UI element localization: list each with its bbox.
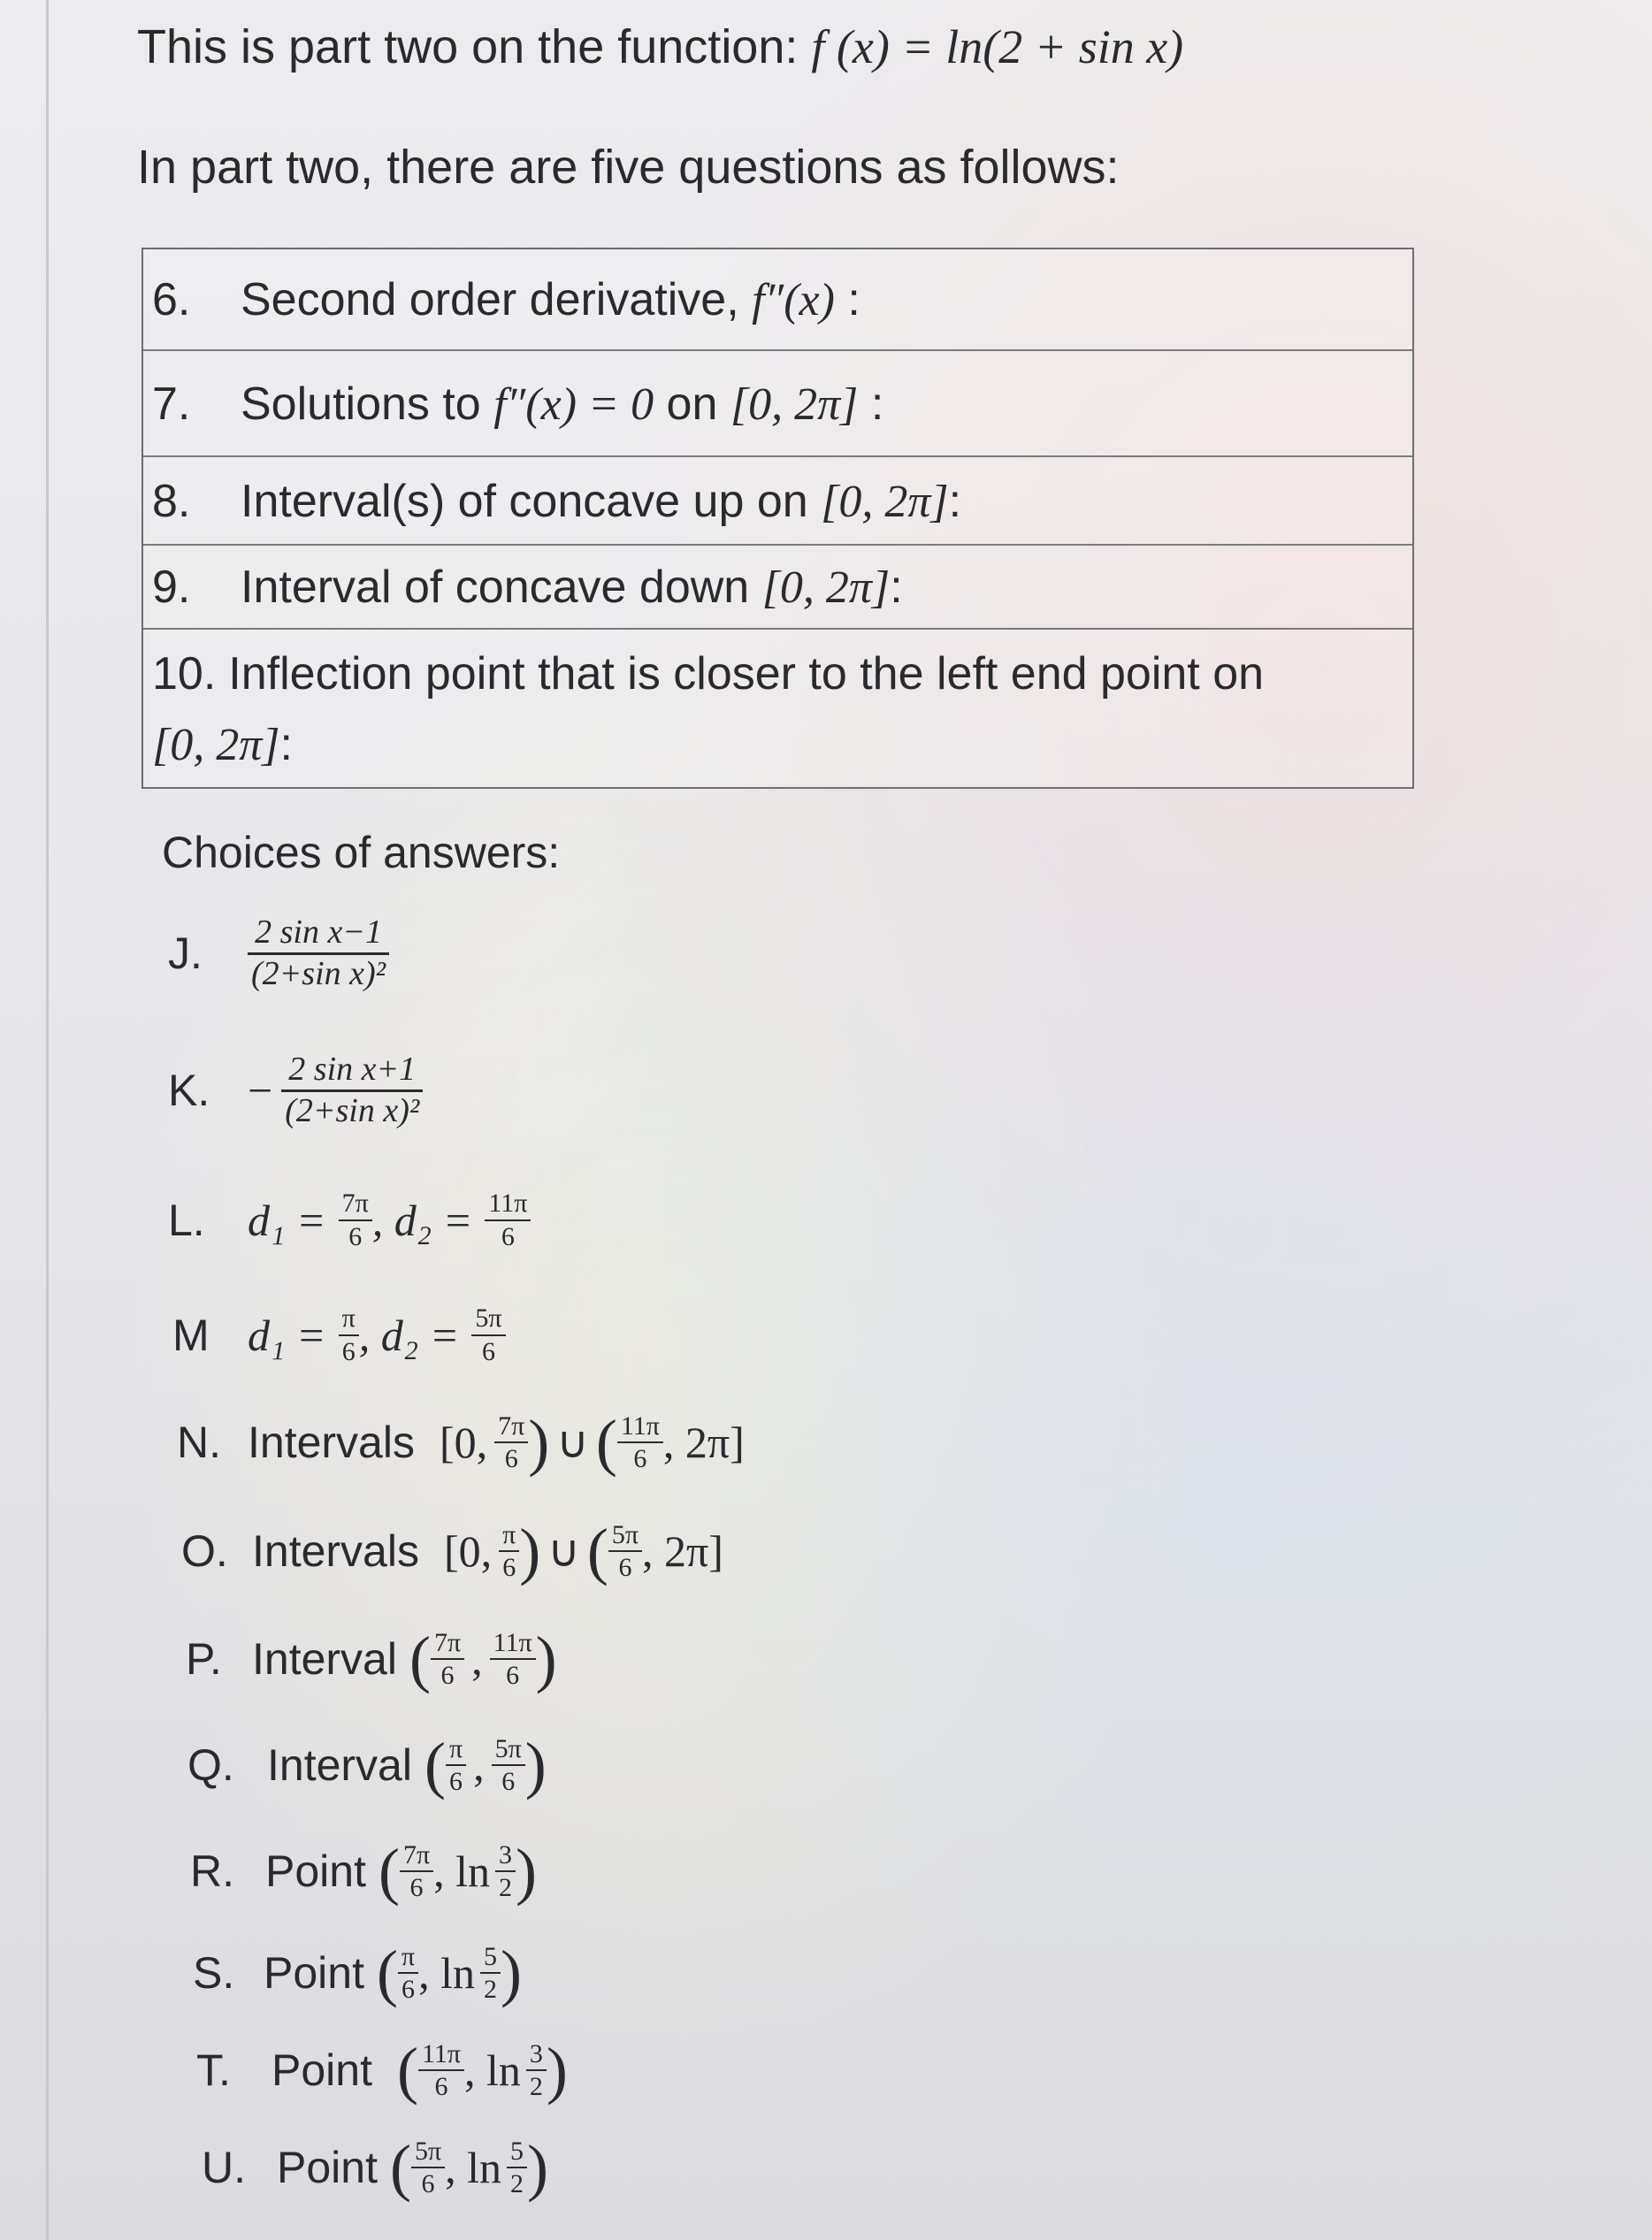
fraction-denominator: 2 [510, 2169, 524, 2198]
d2-label: , d₂ = [371, 1195, 473, 1245]
interval-open-paren: ( [595, 1407, 617, 1478]
choice-p [186, 1624, 557, 1694]
fraction-denominator: 2 [499, 1873, 513, 1902]
point-open-paren: ( [389, 2132, 411, 2203]
choice-word: Intervals [252, 1526, 419, 1576]
fraction-numerator: 7π [339, 1189, 372, 1221]
choice-fraction [248, 915, 389, 992]
choice-l [168, 1189, 531, 1250]
fraction-numerator: 11π [485, 1189, 531, 1221]
interval-close-paren: ) [528, 1407, 550, 1478]
fraction [499, 1521, 519, 1582]
question-text: Second order derivative, [241, 274, 753, 325]
fraction-numerator: 7π [431, 1629, 464, 1661]
d2-label: , d₂ = [358, 1310, 460, 1360]
choice-word: Interval [267, 1740, 412, 1790]
interval-open: [0, [439, 1418, 488, 1467]
question-text: Interval(s) of concave up on [241, 476, 822, 527]
question-row-6 [143, 249, 1412, 351]
fraction-numerator: 3 [526, 2040, 547, 2072]
fraction-numerator: 11π [617, 1412, 663, 1444]
fraction-denominator: 6 [449, 1767, 463, 1796]
fraction-denominator: 6 [434, 2072, 448, 2101]
fraction-numerator: 5π [471, 1304, 505, 1336]
ln-label: , ln [418, 1948, 476, 1998]
comma: , [471, 1634, 483, 1684]
fraction-numerator: 3 [495, 1841, 516, 1873]
choice-s [193, 1938, 522, 2008]
fraction-numerator: 11π [418, 2040, 464, 2072]
fraction-denominator: 6 [341, 1336, 356, 1366]
question-row-9 [143, 546, 1412, 630]
question-number: 6. [152, 274, 191, 325]
fraction-denominator: 6 [618, 1553, 632, 1582]
question-text: Solutions to [241, 378, 494, 430]
fraction-denominator: 6 [502, 1553, 516, 1582]
fraction [418, 2040, 464, 2101]
fraction [507, 2137, 527, 2198]
questions-table [141, 248, 1414, 789]
fraction-denominator: 6 [504, 1444, 518, 1473]
interval-open-paren: ( [409, 1624, 431, 1694]
choice-word: Point [277, 2143, 378, 2192]
fraction-denominator: (2+sin x)² [285, 1091, 420, 1129]
fraction [492, 1735, 525, 1796]
choice-letter: Q. [187, 1740, 234, 1790]
comma: , [473, 1740, 485, 1790]
intro-line-function [137, 19, 1183, 74]
fraction [411, 2137, 445, 2198]
interval-open-paren: ( [424, 1730, 446, 1800]
choice-letter: K. [168, 1066, 210, 1116]
question-suffix: : [948, 476, 962, 527]
question-suffix: : [890, 562, 903, 613]
point-open-paren: ( [378, 1836, 400, 1907]
question-text: Interval of concave down [241, 562, 762, 613]
interval-end: , 2π] [642, 1526, 723, 1576]
choice-letter: U. [202, 2143, 246, 2192]
question-text: Inflection point that is closer to the left end point on [228, 648, 1265, 700]
question-number: 7. [152, 378, 191, 430]
d1-label: d₁ = [248, 1310, 326, 1360]
intro-line-questions: In part two, there are five questions as follows: [137, 141, 1120, 194]
choice-letter: J. [168, 929, 203, 979]
question-math: f″(x) [752, 275, 835, 325]
choice-k [168, 1052, 423, 1129]
interval-open: [0, [443, 1526, 493, 1576]
choice-j [168, 915, 389, 992]
question-number: 10. [152, 648, 217, 700]
choice-m [172, 1304, 506, 1365]
fraction-numerator: π [398, 1943, 418, 1975]
choice-letter: T. [196, 2045, 231, 2095]
fraction [608, 1521, 642, 1582]
choice-letter: L. [168, 1195, 205, 1245]
choice-fraction [281, 1052, 423, 1129]
fraction-numerator: 5 [507, 2137, 527, 2169]
fraction [339, 1304, 359, 1365]
choice-n [177, 1407, 745, 1478]
fraction-numerator: 2 sin x−1 [248, 915, 389, 955]
fraction [617, 1412, 663, 1473]
fraction-denominator: 6 [348, 1221, 363, 1251]
fraction-numerator: 7π [400, 1841, 433, 1873]
question-number: 9. [152, 562, 191, 613]
fraction-numerator: π [339, 1304, 359, 1336]
fraction [494, 1412, 528, 1473]
fraction-denominator: 6 [409, 1873, 424, 1902]
choice-word: Point [264, 1948, 364, 1998]
fraction-numerator: 11π [490, 1629, 536, 1661]
fraction-numerator: 5π [608, 1521, 642, 1553]
fraction [526, 2040, 547, 2101]
fraction [446, 1735, 466, 1796]
fraction [495, 1841, 516, 1902]
fraction-denominator: 2 [484, 1975, 498, 2004]
fraction-denominator: 6 [481, 1336, 495, 1366]
choice-o [181, 1516, 723, 1586]
fraction [431, 1629, 464, 1690]
choice-word: Intervals [248, 1418, 415, 1467]
interval-close-paren: ) [524, 1730, 547, 1800]
choice-word: Interval [252, 1634, 397, 1684]
question-row-8 [143, 457, 1412, 546]
choice-letter: M [172, 1310, 210, 1360]
fraction-numerator: π [446, 1735, 466, 1767]
question-interval: [0, 2π] [821, 477, 949, 527]
fraction [485, 1189, 531, 1250]
union-symbol: ∪ [556, 1418, 589, 1467]
d1-label: d₁ = [248, 1195, 326, 1245]
intro-text: This is part two on the function: [137, 20, 812, 73]
fraction-denominator: 6 [501, 1221, 515, 1251]
fraction-denominator: 6 [506, 1661, 520, 1690]
point-close-paren: ) [501, 1938, 522, 2008]
ln-label: , ln [445, 2143, 502, 2192]
fraction [400, 1841, 433, 1902]
fraction-denominator: 6 [633, 1444, 647, 1473]
choice-letter: N. [177, 1418, 221, 1467]
choice-t [196, 2035, 568, 2106]
question-interval: [0, 2π] [730, 379, 859, 430]
interval-close-paren: ) [519, 1516, 541, 1586]
choice-letter: R. [190, 1846, 234, 1896]
point-close-paren: ) [516, 1836, 537, 1907]
point-open-paren: ( [396, 2035, 418, 2106]
fraction [471, 1304, 505, 1365]
question-mid-text: on [654, 378, 730, 430]
function-definition: f (x) = ln(2 + sin x) [811, 20, 1184, 73]
fraction-numerator: 5 [480, 1943, 501, 1975]
fraction-denominator: 6 [440, 1661, 455, 1690]
ln-label: , ln [433, 1846, 491, 1896]
fraction-denominator: (2+sin x)² [251, 954, 386, 992]
choice-u [202, 2132, 548, 2203]
interval-end: , 2π] [662, 1418, 745, 1467]
choice-letter: S. [193, 1948, 235, 1998]
fraction-denominator: 6 [421, 2169, 435, 2198]
choice-r [190, 1836, 537, 1907]
question-number: 8. [152, 476, 191, 527]
point-close-paren: ) [546, 2035, 568, 2106]
question-row-7 [143, 351, 1412, 457]
question-math: f″(x) = 0 [493, 379, 654, 430]
fraction [490, 1629, 536, 1690]
fraction-numerator: 2 sin x+1 [281, 1052, 423, 1092]
page-left-margin-rule [46, 0, 49, 2240]
ln-label: , ln [464, 2045, 521, 2095]
choice-letter: P. [186, 1634, 222, 1684]
interval-close-paren: ) [535, 1624, 557, 1694]
choice-word: Point [265, 1846, 366, 1896]
fraction [339, 1189, 372, 1250]
fraction-numerator: 5π [411, 2137, 445, 2169]
choice-letter: O. [181, 1526, 228, 1576]
fraction [398, 1943, 418, 2004]
question-suffix: : [279, 719, 293, 770]
choice-q [187, 1730, 547, 1800]
interval-open-paren: ( [586, 1516, 608, 1586]
question-interval: [0, 2π] [761, 562, 891, 613]
minus-sign: − [248, 1066, 273, 1116]
fraction-numerator: π [499, 1521, 519, 1553]
fraction-denominator: 6 [501, 1767, 516, 1796]
question-row-10 [143, 630, 1412, 787]
choice-word: Point [272, 2045, 372, 2095]
fraction-numerator: 5π [492, 1735, 525, 1767]
fraction-numerator: 7π [494, 1412, 528, 1444]
question-interval: [0, 2π] [152, 720, 280, 770]
fraction-denominator: 2 [529, 2072, 543, 2101]
fraction-denominator: 6 [402, 1975, 416, 2004]
question-suffix: : [858, 378, 884, 430]
union-symbol: ∪ [547, 1526, 580, 1576]
question-suffix: : [834, 274, 860, 325]
fraction [480, 1943, 501, 2004]
point-close-paren: ) [527, 2132, 548, 2203]
point-open-paren: ( [376, 1938, 398, 2008]
choices-heading: Choices of answers: [162, 828, 561, 877]
